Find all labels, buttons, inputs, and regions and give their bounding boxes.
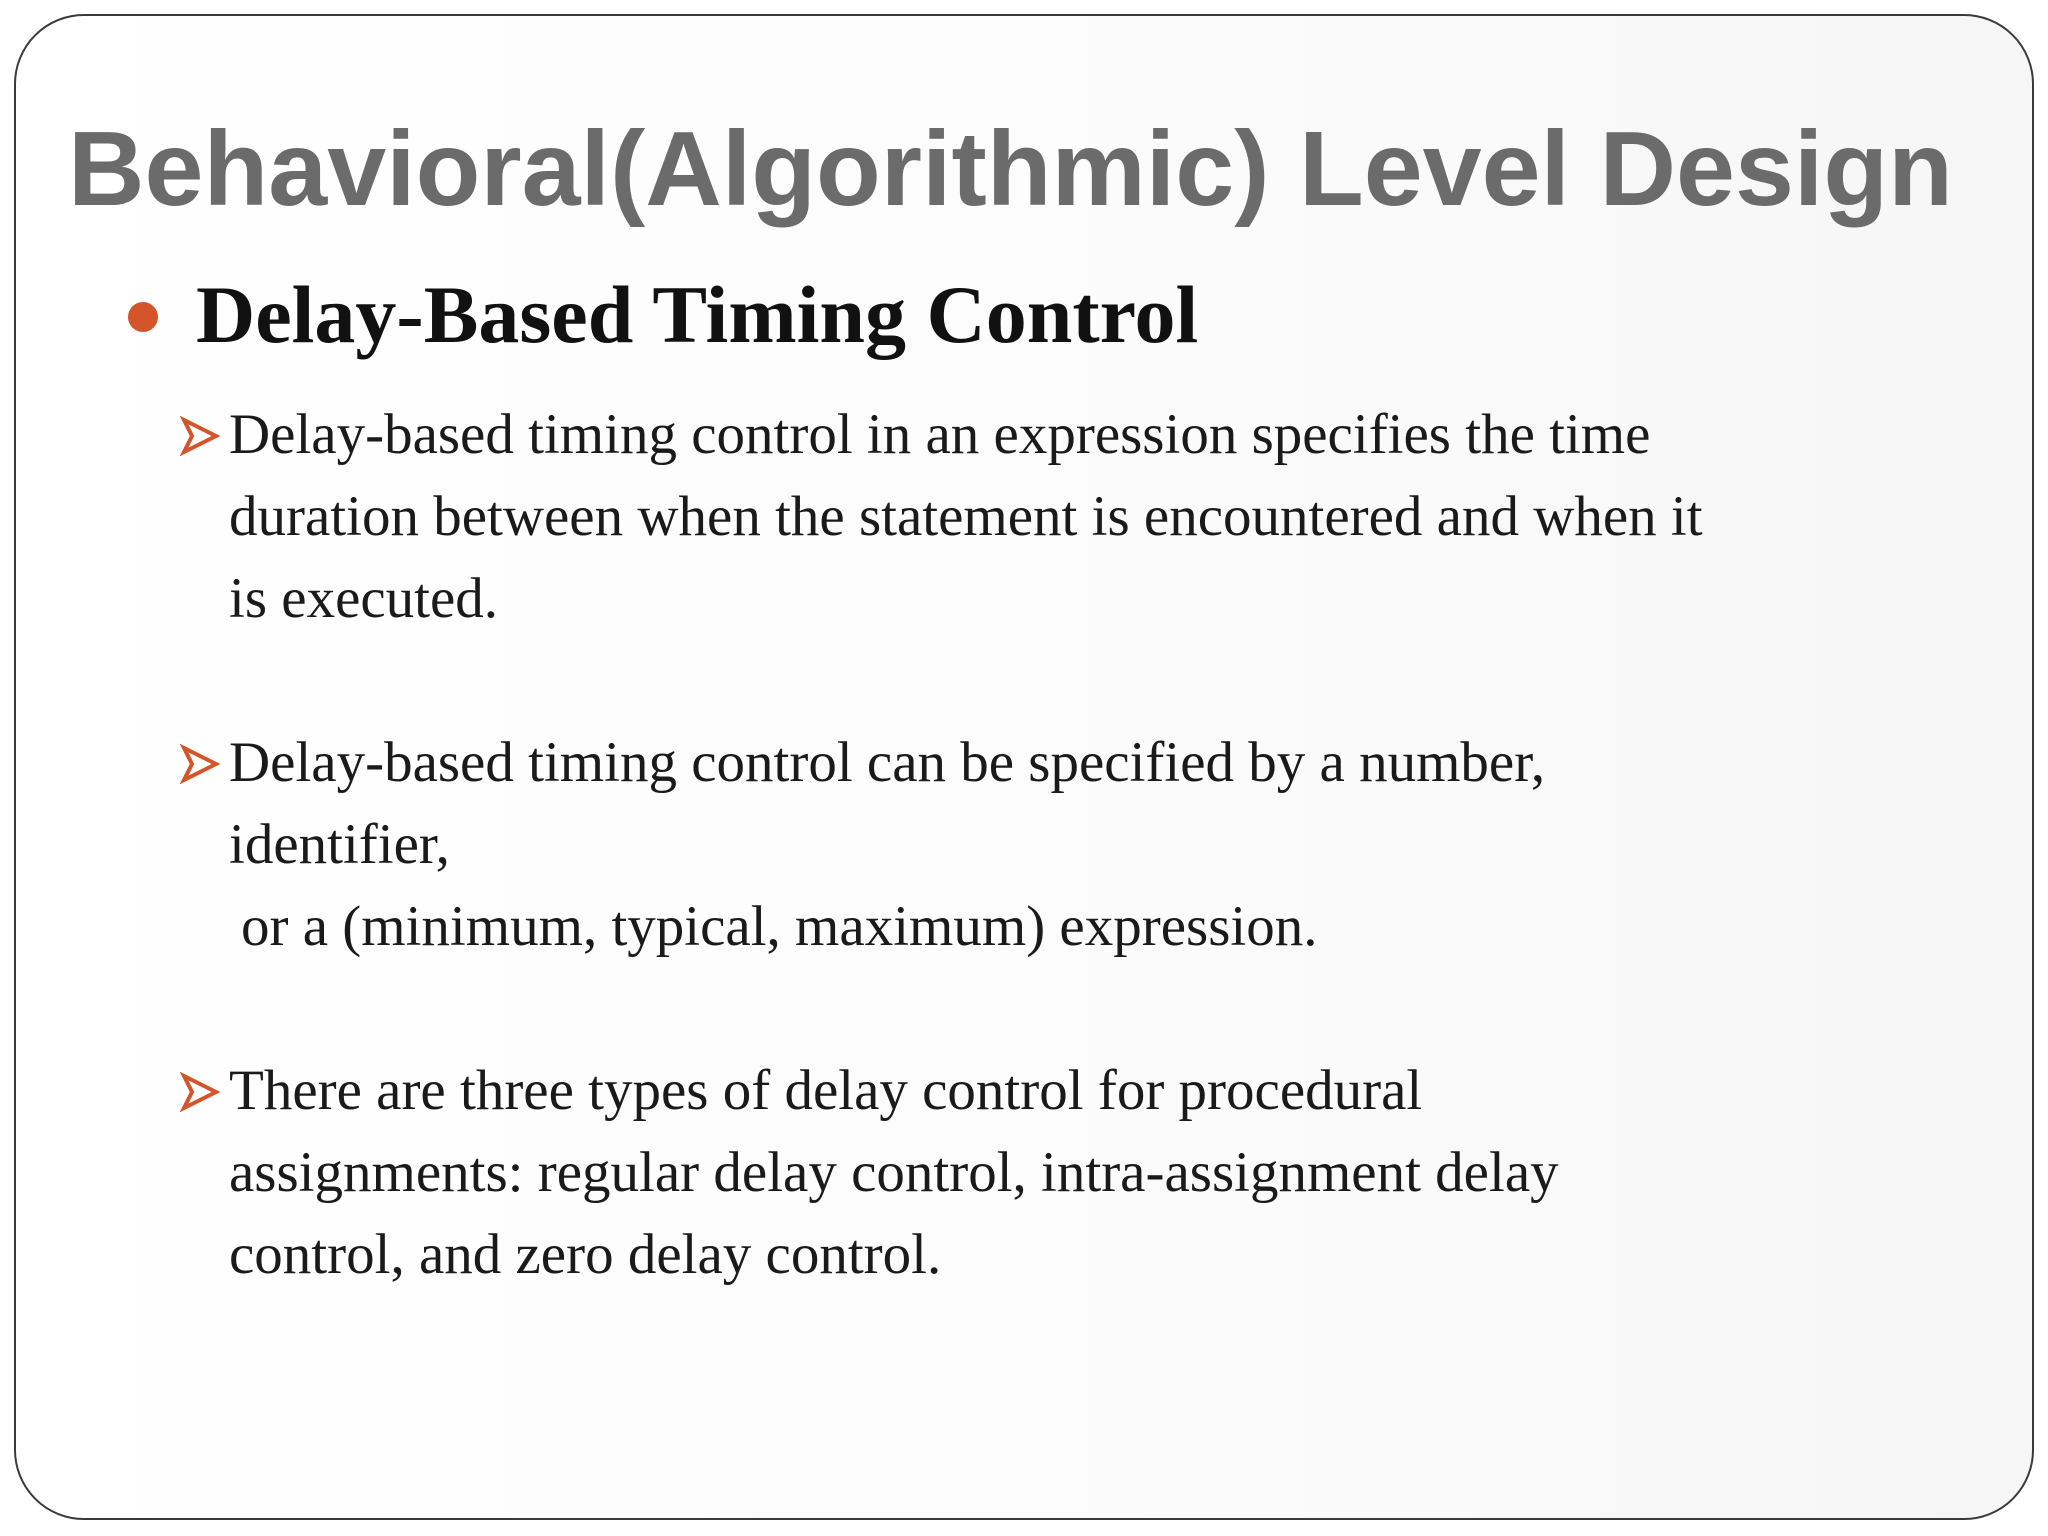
text-line: duration between when the statement is encountered and when it	[229, 485, 1703, 548]
sub-point-3	[180, 1050, 1880, 1296]
text-line: Delay-based timing control can be specified by a number,	[229, 731, 1546, 794]
sub-point-text	[180, 1050, 1880, 1296]
text-line: Delay-based timing control in an expression specifies the time	[229, 403, 1651, 466]
arrow-bullet-icon	[180, 1072, 220, 1112]
sub-point-text	[180, 722, 1880, 968]
bullet-heading-row	[128, 266, 1198, 364]
text-line: assignments: regular delay control, intra-assignment delay	[229, 1141, 1559, 1204]
sub-point-2	[180, 722, 1880, 968]
slide	[14, 14, 2034, 1520]
text-line: There are three types of delay control for procedural	[229, 1059, 1423, 1122]
text-line: identifier,	[229, 813, 450, 876]
bullet-dot-icon	[128, 302, 158, 332]
text-line: control, and zero delay control.	[229, 1223, 942, 1286]
bullet-heading: Delay-Based Timing Control	[196, 269, 1199, 360]
arrow-bullet-icon	[180, 416, 220, 456]
arrow-bullet-icon	[180, 744, 220, 784]
text-line: is executed.	[229, 567, 499, 630]
sub-point-1	[180, 394, 1880, 640]
slide-title: Behavioral(Algorithmic) Level Design	[68, 110, 1953, 228]
text-line: or a (minimum, typical, maximum) expression.	[241, 895, 1318, 958]
sub-point-text	[180, 394, 1880, 640]
